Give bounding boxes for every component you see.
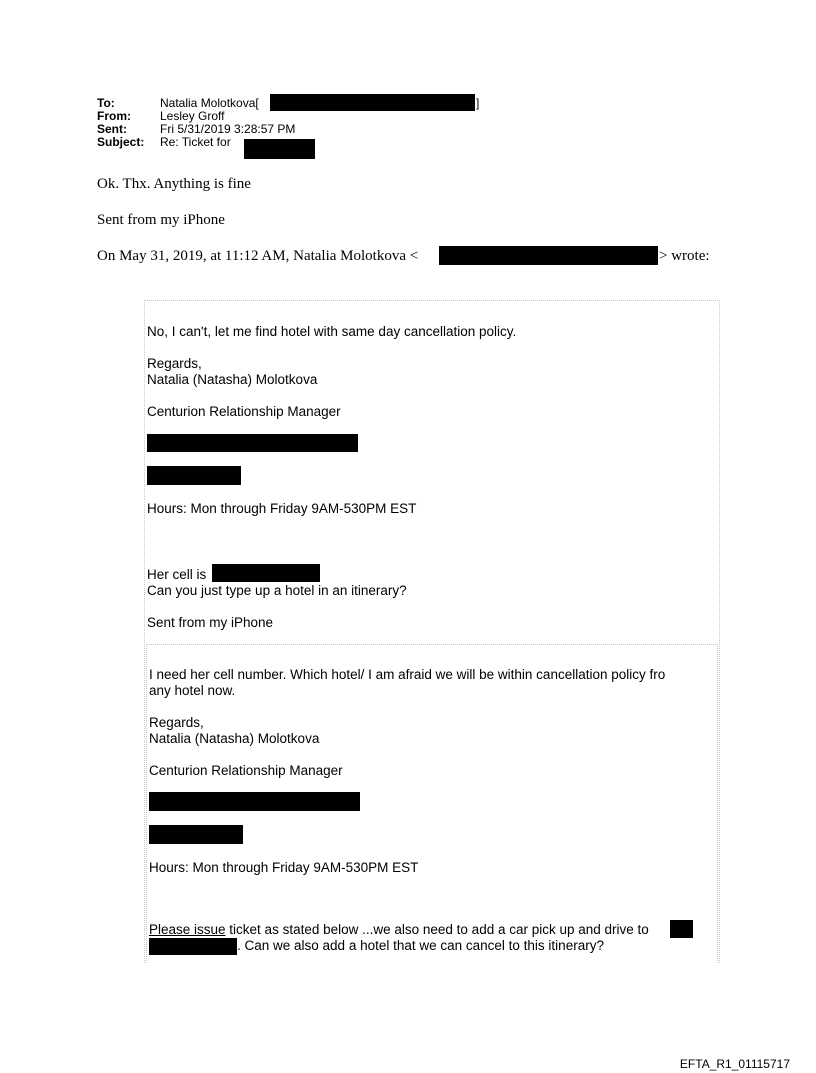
redaction-destination-2	[149, 938, 237, 955]
issue-ticket-line2: . Can we also add a hotel that we can cancel to this itinerary?	[237, 938, 604, 953]
reply-line: Ok. Thx. Anything is fine	[97, 176, 251, 192]
issue-ticket-rest: ticket as stated below ...we also need to add a car pick up and drive to	[225, 922, 649, 937]
issue-ticket-underlined: Please issue	[149, 922, 226, 937]
quote2-regards: Regards,	[149, 715, 204, 730]
quote-attribution-suffix: > wrote:	[659, 248, 710, 264]
subject-value: Re: Ticket for	[160, 135, 231, 149]
quote-attribution-prefix: On May 31, 2019, at 11:12 AM, Natalia Molotkova <	[97, 248, 419, 264]
issue-ticket-line1	[149, 922, 649, 938]
redaction-cell-number	[212, 564, 320, 582]
to-value: Natalia Molotkova[	[160, 96, 259, 110]
to-close-bracket: ]	[476, 96, 480, 110]
quote2-signature-name: Natalia (Natasha) Molotkova	[149, 731, 320, 746]
redaction-signature-line-4	[149, 825, 243, 844]
quote2-message-line2: any hotel now.	[149, 683, 236, 698]
to-label: To:	[97, 96, 115, 110]
redaction-destination-1	[670, 920, 693, 938]
redaction-subject	[244, 139, 315, 159]
quote2-message-line1: I need her cell number. Which hotel/ I am afraid we will be within cancellation policy fro	[149, 667, 666, 682]
redaction-signature-line-1	[147, 434, 358, 452]
quote1-message: No, I can't, let me find hotel with same day cancellation policy.	[147, 324, 517, 339]
quote1-hours: Hours: Mon through Friday 9AM-530PM EST	[147, 501, 417, 516]
from-label: From:	[97, 109, 131, 123]
redaction-sender-email	[439, 246, 658, 265]
redaction-to-email	[270, 94, 475, 111]
bates-number: EFTA_R1_01115717	[679, 1057, 790, 1071]
redaction-signature-line-2	[147, 466, 241, 485]
her-cell-text: Her cell is	[147, 567, 207, 582]
subject-label: Subject:	[97, 135, 145, 149]
quote1-regards: Regards,	[147, 356, 202, 371]
quote1-signature-name: Natalia (Natasha) Molotkova	[147, 372, 318, 387]
sent-from-iphone: Sent from my iPhone	[97, 212, 225, 228]
redaction-signature-line-3	[149, 792, 360, 811]
sent-label: Sent:	[97, 122, 127, 136]
quote2-signature-title: Centurion Relationship Manager	[149, 763, 343, 778]
itinerary-question: Can you just type up a hotel in an itinerary?	[147, 583, 407, 598]
quote1-sent-from-iphone: Sent from my iPhone	[147, 615, 274, 630]
quote1-signature-title: Centurion Relationship Manager	[147, 404, 341, 419]
sent-value: Fri 5/31/2019 3:28:57 PM	[160, 122, 296, 136]
quote2-hours: Hours: Mon through Friday 9AM-530PM EST	[149, 860, 419, 875]
from-value: Lesley Groff	[160, 109, 225, 123]
